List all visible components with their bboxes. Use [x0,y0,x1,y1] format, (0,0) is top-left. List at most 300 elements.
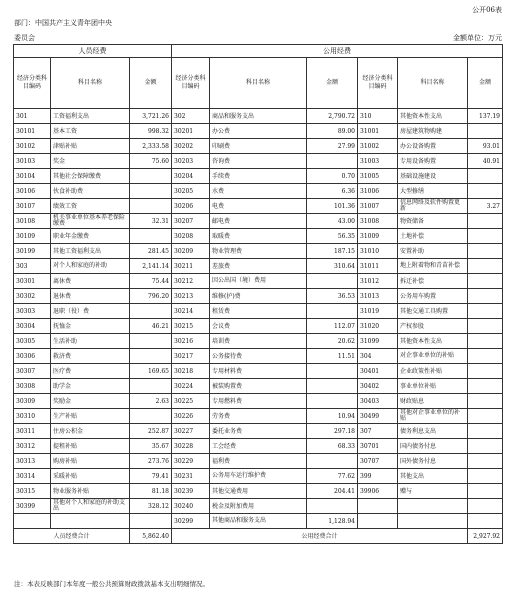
cell-code: 30212 [172,274,210,289]
cell-name: 公务用车购置 [398,289,468,304]
cell-amount [307,304,358,319]
cell-amount [468,304,503,319]
cell-amount [307,154,358,169]
cell-amount [130,169,172,184]
cell-name: 绩效工资 [51,199,130,214]
group-header-personnel: 人员经费 [14,45,172,58]
cell-name: 会议费 [210,319,307,334]
cell-code: 30310 [14,409,51,424]
cell-amount [468,184,503,199]
cell-amount: 169.65 [130,364,172,379]
table-row [14,319,503,334]
cell-amount: 56.35 [307,229,358,244]
cell-code: 30302 [14,289,51,304]
cell-code: 31005 [358,169,398,184]
cell-name: 其他工资福利支出 [51,244,130,259]
cell-code: 31006 [358,184,398,199]
cell-name: 其他交通费用 [210,484,307,499]
cell-name: 土地补偿 [398,229,468,244]
cell-code: 31009 [358,229,398,244]
col-header-code: 经济分类科目编码 [14,58,51,109]
cell-amount [468,514,503,529]
footnote: 注：本表反映部门本年度一般公共预算财政拨款基本支出明细情况。 [14,580,209,588]
totals-row [14,529,503,544]
cell-name: 印刷费 [210,139,307,154]
table-number: 公开06表 [472,6,502,14]
cell-code: 31011 [358,259,398,274]
cell-amount: 112.07 [307,319,358,334]
cell-name: 被装购置费 [210,379,307,394]
cell-name: 退休费 [51,289,130,304]
col-header-amount: 金额 [468,58,503,109]
cell-amount [468,364,503,379]
cell-name: 工会经费 [210,439,307,454]
cell-amount: 796.20 [130,289,172,304]
table-row [14,439,503,454]
cell-code: 304 [358,349,398,364]
table-row [14,109,503,124]
cell-code [358,514,398,529]
cell-code: 30204 [172,169,210,184]
cell-code: 30707 [358,454,398,469]
cell-code: 30102 [14,139,51,154]
cell-name: 因公出国（境）费用 [210,274,307,289]
cell-amount [468,319,503,334]
cell-name: 企业政策性补贴 [398,364,468,379]
table-row [14,454,503,469]
cell-name: 公务接待费 [210,349,307,364]
cell-name: 采暖补贴 [51,469,130,484]
cell-amount [468,484,503,499]
cell-name: 其他资本性支出 [398,334,468,349]
cell-code: 30217 [172,349,210,364]
cell-amount [468,214,503,229]
cell-code: 30308 [14,379,51,394]
cell-name: 物业服务补贴 [51,484,130,499]
table-row [14,169,503,184]
cell-code: 30106 [14,184,51,199]
cell-amount [468,424,503,439]
cell-amount [468,274,503,289]
col-header-name: 科目名称 [398,58,468,109]
cell-name: 抚恤金 [51,319,130,334]
cell-name: 购房补贴 [51,454,130,469]
cell-amount: 32.31 [130,214,172,229]
cell-amount [468,289,503,304]
table-row [14,469,503,484]
cell-amount [468,169,503,184]
cell-name: 手续费 [210,169,307,184]
cell-name: 其他对个人和家庭的补助支出 [51,499,130,514]
table-row [14,184,503,199]
cell-code: 30226 [172,409,210,424]
cell-name: 委托业务费 [210,424,307,439]
cell-amount [468,379,503,394]
cell-code [14,514,51,529]
cell-code: 31003 [358,154,398,169]
cell-code: 30209 [172,244,210,259]
cell-name: 税金及附加费用 [210,499,307,514]
cell-amount [468,229,503,244]
cell-code: 31002 [358,139,398,154]
cell-code [358,499,398,514]
cell-amount: 328.12 [130,499,172,514]
cell-name [398,514,468,529]
col-header-code: 经济分类科目编码 [172,58,210,109]
cell-code: 31020 [358,319,398,334]
table-row [14,154,503,169]
table-row [14,289,503,304]
cell-name: 其他对企事业单位的补贴 [398,409,468,424]
cell-amount: 998.32 [130,124,172,139]
cell-code: 30205 [172,184,210,199]
cell-name: 信息网络及软件购置更新 [398,199,468,214]
table-row [14,274,503,289]
cell-amount: 75.60 [130,154,172,169]
cell-amount [130,514,172,529]
table-row [14,304,503,319]
cell-amount: 310.64 [307,259,358,274]
table-row [14,484,503,499]
cell-amount [468,349,503,364]
cell-code: 39906 [358,484,398,499]
cell-amount [130,409,172,424]
table-row [14,349,503,364]
cell-amount: 11.51 [307,349,358,364]
cell-name: 培训费 [210,334,307,349]
cell-code: 31019 [358,304,398,319]
cell-code: 30311 [14,424,51,439]
cell-amount: 46.21 [130,319,172,334]
cell-code: 30315 [14,484,51,499]
cell-amount: 2,141.14 [130,259,172,274]
cell-name: 电费 [210,199,307,214]
col-header-amount: 金额 [130,58,172,109]
cell-code: 30229 [172,454,210,469]
cell-name: 物资储备 [398,214,468,229]
cell-name: 其他商品和服务支出 [210,514,307,529]
cell-code: 31012 [358,274,398,289]
cell-code: 30313 [14,454,51,469]
cell-code: 30402 [358,379,398,394]
cell-name: 取暖费 [210,229,307,244]
cell-name: 邮电费 [210,214,307,229]
cell-name: 赠与 [398,484,468,499]
cell-name: 维修(护)费 [210,289,307,304]
cell-amount [468,244,503,259]
amount-unit-label: 金额单位：万元 [453,34,502,42]
cell-name: 物业管理费 [210,244,307,259]
budget-detail-table [13,44,503,544]
cell-code: 30208 [172,229,210,244]
table-row [14,394,503,409]
cell-amount: 273.76 [130,454,172,469]
table-row [14,214,503,229]
cell-amount: 137.19 [468,109,503,124]
cell-name: 专用燃料费 [210,394,307,409]
cell-amount [307,454,358,469]
cell-amount [130,379,172,394]
cell-name: 生活补助 [51,334,130,349]
cell-name: 商品和服务支出 [210,109,307,124]
cell-name: 机关事业单位基本养老保险缴费 [51,214,130,229]
cell-amount [130,304,172,319]
cell-name: 债务利息支出 [398,424,468,439]
cell-amount: 93.01 [468,139,503,154]
cell-name: 办公费 [210,124,307,139]
cell-code: 30101 [14,124,51,139]
cell-name: 医疗费 [51,364,130,379]
cell-amount [468,334,503,349]
cell-amount: 6.36 [307,184,358,199]
table-row [14,334,503,349]
cell-code: 30109 [14,229,51,244]
cell-amount [468,259,503,274]
cell-name: 对企事业单位的补贴 [398,349,468,364]
cell-code: 31008 [358,214,398,229]
cell-code: 301 [14,109,51,124]
cell-amount: 40.91 [468,154,503,169]
cell-name: 工资福利支出 [51,109,130,124]
cell-amount [468,469,503,484]
cell-amount [468,439,503,454]
cell-name: 公务用车运行维护费 [210,469,307,484]
cell-name: 其他支出 [398,469,468,484]
table-row [14,229,503,244]
table-row [14,514,503,529]
cell-name: 住房公积金 [51,424,130,439]
cell-name: 伙食补助费 [51,184,130,199]
cell-code: 30312 [14,439,51,454]
cell-amount: 3,721.26 [130,109,172,124]
cell-code: 30203 [172,154,210,169]
cell-name: 水费 [210,184,307,199]
cell-code: 31010 [358,244,398,259]
cell-code: 30403 [358,394,398,409]
cell-code: 30309 [14,394,51,409]
cell-code: 30299 [172,514,210,529]
cell-name: 基础设施建设 [398,169,468,184]
cell-code: 30206 [172,199,210,214]
cell-code: 30314 [14,469,51,484]
cell-code: 30213 [172,289,210,304]
cell-name [398,499,468,514]
cell-code: 30104 [14,169,51,184]
cell-code: 302 [172,109,210,124]
cell-code: 30240 [172,499,210,514]
cell-name: 其他社会保障缴费 [51,169,130,184]
cell-amount: 297.18 [307,424,358,439]
cell-code: 30103 [14,154,51,169]
cell-amount: 281.45 [130,244,172,259]
personnel-total-value: 5,862.40 [130,529,172,544]
cell-name: 专用材料费 [210,364,307,379]
cell-code: 30199 [14,244,51,259]
cell-name: 对个人和家庭的补助 [51,259,130,274]
cell-amount [130,334,172,349]
cell-name [51,514,130,529]
cell-name: 产权参股 [398,319,468,334]
cell-amount [468,499,503,514]
cell-name: 安置补助 [398,244,468,259]
cell-amount [307,364,358,379]
cell-amount: 89.00 [307,124,358,139]
cell-amount [130,229,172,244]
cell-amount: 68.33 [307,439,358,454]
department-label: 部门：中国共产主义青年团中央 [14,19,112,27]
cell-code: 30701 [358,439,398,454]
cell-amount: 252.87 [130,424,172,439]
cell-code: 30215 [172,319,210,334]
cell-amount: 77.62 [307,469,358,484]
table-row [14,424,503,439]
cell-name: 咨询费 [210,154,307,169]
cell-name: 财政贴息 [398,394,468,409]
cell-amount [130,199,172,214]
col-header-name: 科目名称 [210,58,307,109]
cell-code: 30304 [14,319,51,334]
cell-name: 大型修缮 [398,184,468,199]
cell-code: 30239 [172,484,210,499]
cell-code: 30225 [172,394,210,409]
cell-name: 办公设备购置 [398,139,468,154]
cell-code: 399 [358,469,398,484]
cell-amount: 27.99 [307,139,358,154]
cell-code: 31001 [358,124,398,139]
cell-code: 30227 [172,424,210,439]
cell-name: 国内债务付息 [398,439,468,454]
cell-name: 职业年金缴费 [51,229,130,244]
cell-code: 30224 [172,379,210,394]
cell-name: 租赁费 [210,304,307,319]
cell-code: 30216 [172,334,210,349]
cell-amount: 0.70 [307,169,358,184]
cell-name: 其他交通工具购置 [398,304,468,319]
cell-code: 30218 [172,364,210,379]
cell-amount: 43.00 [307,214,358,229]
cell-amount: 79.41 [130,469,172,484]
cell-name: 津贴补贴 [51,139,130,154]
cell-name: 专用设备购置 [398,154,468,169]
cell-amount: 3.27 [468,199,503,214]
col-header-amount: 金额 [307,58,358,109]
cell-amount [307,274,358,289]
cell-code: 30207 [172,214,210,229]
cell-name: 退职（役）费 [51,304,130,319]
cell-amount: 187.15 [307,244,358,259]
cell-code: 30306 [14,349,51,364]
cell-amount: 204.41 [307,484,358,499]
cell-amount: 1,128.94 [307,514,358,529]
cell-name: 奖励金 [51,394,130,409]
cell-amount: 10.94 [307,409,358,424]
table-row [14,379,503,394]
group-header-public: 公用经费 [172,45,503,58]
table-row [14,364,503,379]
cell-code: 30399 [14,499,51,514]
cell-amount: 2.63 [130,394,172,409]
cell-name: 助学金 [51,379,130,394]
cell-name: 地上附着物和青苗补偿 [398,259,468,274]
cell-amount [468,409,503,424]
cell-name: 事业单位补贴 [398,379,468,394]
table-row [14,244,503,259]
cell-code: 30303 [14,304,51,319]
table-row [14,409,503,424]
table-row [14,259,503,274]
cell-amount [307,499,358,514]
cell-name: 提租补贴 [51,439,130,454]
cell-code: 30202 [172,139,210,154]
cell-code: 30401 [358,364,398,379]
cell-code: 30108 [14,214,51,229]
cell-amount [130,349,172,364]
personnel-total-label: 人员经费合计 [14,529,130,544]
cell-amount: 2,790.72 [307,109,358,124]
cell-code: 30231 [172,469,210,484]
cell-code: 30228 [172,439,210,454]
cell-amount: 101.36 [307,199,358,214]
cell-code: 30307 [14,364,51,379]
table-row [14,199,503,214]
cell-amount [130,184,172,199]
cell-code: 310 [358,109,398,124]
public-total-value: 2,927.92 [468,529,503,544]
cell-code: 31099 [358,334,398,349]
cell-code: 307 [358,424,398,439]
cell-amount: 35.67 [130,439,172,454]
cell-name: 国外债务付息 [398,454,468,469]
cell-code: 31007 [358,199,398,214]
col-header-code: 经济分类科目编码 [358,58,398,109]
cell-code: 31013 [358,289,398,304]
col-header-name: 科目名称 [51,58,130,109]
cell-amount [468,454,503,469]
public-total-label: 公用经费合计 [172,529,468,544]
cell-name: 救济费 [51,349,130,364]
cell-amount [307,379,358,394]
table-row [14,499,503,514]
cell-name: 其他资本性支出 [398,109,468,124]
cell-amount [307,394,358,409]
table-row [14,139,503,154]
cell-name: 劳务费 [210,409,307,424]
cell-amount: 2,333.58 [130,139,172,154]
cell-name: 生产补贴 [51,409,130,424]
cell-code: 30305 [14,334,51,349]
cell-name: 离休费 [51,274,130,289]
cell-code: 30301 [14,274,51,289]
cell-amount [468,394,503,409]
cell-amount: 81.18 [130,484,172,499]
cell-code: 30107 [14,199,51,214]
cell-name: 差旅费 [210,259,307,274]
cell-name: 房屋建筑物购建 [398,124,468,139]
cell-code: 30211 [172,259,210,274]
cell-name: 基本工资 [51,124,130,139]
cell-name: 福利费 [210,454,307,469]
table-row [14,124,503,139]
cell-name: 拆迁补偿 [398,274,468,289]
cell-code: 30201 [172,124,210,139]
department-label-cont: 委员会 [14,34,35,42]
cell-amount: 20.62 [307,334,358,349]
cell-amount: 36.53 [307,289,358,304]
cell-code: 30214 [172,304,210,319]
cell-code: 30499 [358,409,398,424]
cell-name: 奖金 [51,154,130,169]
cell-amount: 75.44 [130,274,172,289]
